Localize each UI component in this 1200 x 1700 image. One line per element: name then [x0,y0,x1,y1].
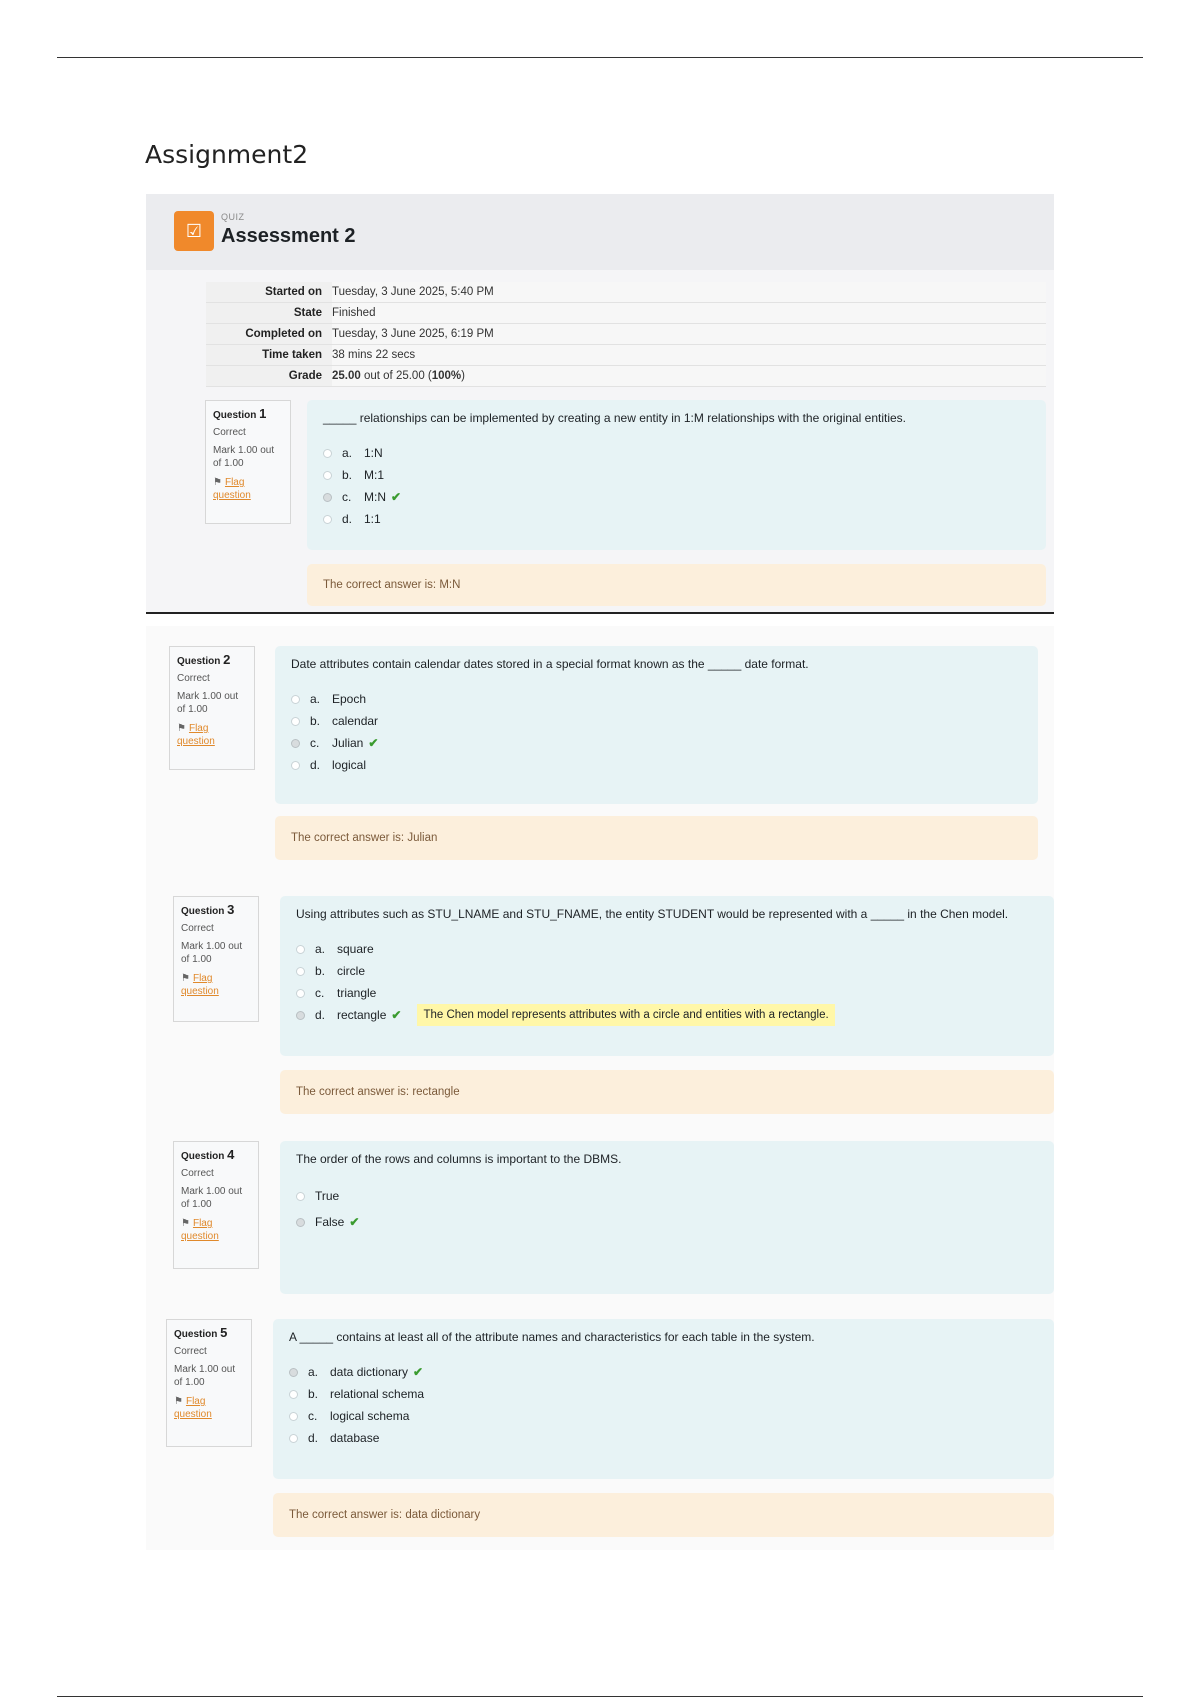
answer-option[interactable] [323,508,1030,530]
question-number-value: 1 [259,406,267,421]
flag-question-link[interactable] [213,476,283,502]
quiz-kicker: QUIZ [221,212,245,222]
question-number [174,1326,244,1341]
option-letter: b. [315,964,326,978]
answer-option[interactable] [296,960,1038,982]
radio-button[interactable] [289,1368,298,1377]
quiz-screenshot-bottom [146,626,1054,1550]
option-text: 1:1 [364,512,381,526]
radio-button[interactable] [291,717,300,726]
answer-option[interactable] [323,442,1030,464]
question-label: Question [181,1151,225,1162]
correct-check-icon: ✔ [413,1365,424,1379]
option-text: square [337,942,374,956]
flag-question-link[interactable] [181,972,251,998]
summary-label: Time taken [206,345,332,366]
quiz-header [146,194,1054,270]
answer-option[interactable] [289,1427,1038,1449]
question-number-value: 2 [223,652,231,667]
specific-feedback: The Chen model represents attributes with a circle and entities with a rectangle. [417,1004,834,1026]
summary-value [332,366,1046,387]
answer-option[interactable] [289,1383,1038,1405]
question-text: A _____ contains at least all of the attribute names and characteristics for each table in the system. [289,1330,815,1344]
radio-button[interactable] [296,1011,305,1020]
question-info-2 [169,646,255,770]
grade-close: ) [461,370,466,382]
option-text: True [315,1189,340,1203]
option-letter: c. [310,736,320,750]
option-letter: d. [315,1008,326,1022]
radio-button[interactable] [296,945,305,954]
question-info-4 [173,1141,259,1269]
correct-check-icon: ✔ [391,1008,402,1022]
summary-row-completed [206,324,1046,345]
radio-button[interactable] [323,493,332,502]
summary-label: Started on [206,282,332,303]
summary-label: Grade [206,366,332,387]
summary-value: 38 mins 22 secs [332,345,1046,366]
option-letter: c. [308,1409,318,1423]
flag-icon: ⚑ [181,1218,190,1229]
option-text: circle [337,964,366,978]
question-state: Correct [181,923,214,934]
question-number-value: 5 [220,1325,228,1340]
correct-answer-feedback: The correct answer is: Julian [275,816,1038,860]
option-text: relational schema [330,1387,425,1401]
option-text: logical [332,758,367,772]
correct-check-icon: ✔ [368,736,379,750]
question-label: Question [181,906,225,917]
correct-check-icon: ✔ [391,490,402,504]
option-text: data dictionary [330,1365,409,1379]
radio-button[interactable] [323,471,332,480]
answer-option[interactable] [289,1361,1038,1383]
question-number [181,1148,251,1163]
radio-button[interactable] [296,1218,305,1227]
attempt-summary-table [206,282,1046,387]
summary-row-time [206,345,1046,366]
grade-score: 25.00 [332,370,361,382]
option-letter: a. [315,942,326,956]
correct-answer-feedback: The correct answer is: data dictionary [273,1493,1054,1537]
radio-button[interactable] [323,449,332,458]
option-letter: d. [310,758,321,772]
flag-question-label[interactable]: Flag question [174,1396,212,1420]
question-mark: Mark 1.00 out of 1.00 [177,691,239,715]
question-state: Correct [174,1346,207,1357]
question-content-2 [275,646,1038,804]
answer-option[interactable] [296,982,1038,1004]
question-info-3 [173,896,259,1022]
page-title: Assignment2 [145,140,309,169]
quiz-screenshot-top [146,194,1054,614]
quiz-title: Assessment 2 [221,225,356,247]
option-text: database [330,1431,380,1445]
option-text: Julian [332,736,364,750]
question-label: Question [177,656,221,667]
option-text: Epoch [332,692,367,706]
summary-value: Tuesday, 3 June 2025, 6:19 PM [332,324,1046,345]
flag-question-label[interactable]: Flag question [213,477,251,501]
question-text: Date attributes contain calendar dates stored in a special format known as the _____ date format. [291,657,809,671]
answer-option[interactable] [291,688,1022,710]
flag-question-link[interactable] [177,722,247,748]
option-letter: b. [308,1387,319,1401]
option-letter: b. [342,468,353,482]
flag-question-label[interactable]: Flag question [177,723,215,747]
grade-percent: 100% [431,370,462,382]
question-number-value: 3 [227,902,235,917]
flag-question-link[interactable] [174,1395,244,1421]
answer-option[interactable] [296,1183,1038,1209]
flag-icon: ⚑ [174,1396,183,1407]
option-letter: c. [315,986,325,1000]
option-text: M:1 [364,468,385,482]
correct-check-icon: ✔ [349,1215,360,1229]
radio-button[interactable] [291,739,300,748]
summary-value: Finished [332,303,1046,324]
radio-button[interactable] [289,1412,298,1421]
option-letter: a. [310,692,321,706]
question-mark: Mark 1.00 out of 1.00 [181,941,243,965]
option-letter: a. [342,446,353,460]
option-text: 1:N [364,446,383,460]
option-text: rectangle [337,1008,387,1022]
radio-button[interactable] [289,1390,298,1399]
option-letter: d. [308,1431,319,1445]
answer-option[interactable] [291,710,1022,732]
flag-icon: ⚑ [181,973,190,984]
radio-button[interactable] [323,515,332,524]
correct-answer-feedback: The correct answer is: rectangle [280,1070,1054,1114]
grade-rest: out of 25.00 ( [360,370,432,382]
answer-option[interactable] [296,1209,1038,1235]
question-mark: Mark 1.00 out of 1.00 [174,1364,236,1388]
answer-option[interactable] [296,938,1038,960]
option-text: logical schema [330,1409,410,1423]
answer-option[interactable] [291,732,1022,754]
question-number [213,407,283,422]
question-content-5 [273,1319,1054,1479]
quiz-checkbox-icon: ☑ [174,211,214,251]
summary-value: Tuesday, 3 June 2025, 5:40 PM [332,282,1046,303]
radio-button[interactable] [291,695,300,704]
question-mark: Mark 1.00 out of 1.00 [213,445,275,469]
summary-row-started [206,282,1046,303]
flag-question-label[interactable]: Flag question [181,1218,219,1242]
option-letter: b. [310,714,321,728]
question-state: Correct [213,427,246,438]
radio-button[interactable] [296,1192,305,1201]
answer-option[interactable] [323,486,1030,508]
answer-option[interactable] [296,1004,1038,1026]
question-info-1 [205,400,291,524]
question-content-3 [280,896,1054,1056]
question-number-value: 4 [227,1147,235,1162]
question-text: _____ relationships can be implemented by creating a new entity in 1:M relationships with the original entities. [323,411,906,425]
question-label: Question [213,410,257,421]
correct-answer-feedback: The correct answer is: M:N [307,564,1046,606]
question-text: Using attributes such as STU_LNAME and STU_FNAME, the entity STUDENT would be represented with a _____ in the Chen model. [296,907,1009,921]
question-number [181,903,251,918]
answer-option[interactable] [289,1405,1038,1427]
option-text: False [315,1215,345,1229]
question-info-5 [166,1319,252,1447]
flag-icon: ⚑ [177,723,186,734]
flag-question-link[interactable] [181,1217,251,1243]
option-text: calendar [332,714,379,728]
question-content-4 [280,1141,1054,1294]
question-label: Question [174,1329,218,1340]
flag-question-label[interactable]: Flag question [181,973,219,997]
bottom-rule [57,1696,1143,1697]
summary-label: State [206,303,332,324]
flag-icon: ⚑ [213,477,222,488]
option-letter: c. [342,490,352,504]
summary-row-state [206,303,1046,324]
option-text: triangle [337,986,377,1000]
option-text: M:N [364,490,386,504]
question-text: The order of the rows and columns is important to the DBMS. [296,1152,622,1166]
question-content-1 [307,400,1046,550]
top-rule [57,57,1143,58]
radio-button[interactable] [296,989,305,998]
summary-row-grade [206,366,1046,387]
radio-button[interactable] [291,761,300,770]
summary-label: Completed on [206,324,332,345]
option-letter: d. [342,512,353,526]
answer-option[interactable] [323,464,1030,486]
option-letter: a. [308,1365,319,1379]
question-mark: Mark 1.00 out of 1.00 [181,1186,243,1210]
question-number [177,653,247,668]
radio-button[interactable] [296,967,305,976]
question-state: Correct [177,673,210,684]
radio-button[interactable] [289,1434,298,1443]
question-state: Correct [181,1168,214,1179]
answer-option[interactable] [291,754,1022,776]
